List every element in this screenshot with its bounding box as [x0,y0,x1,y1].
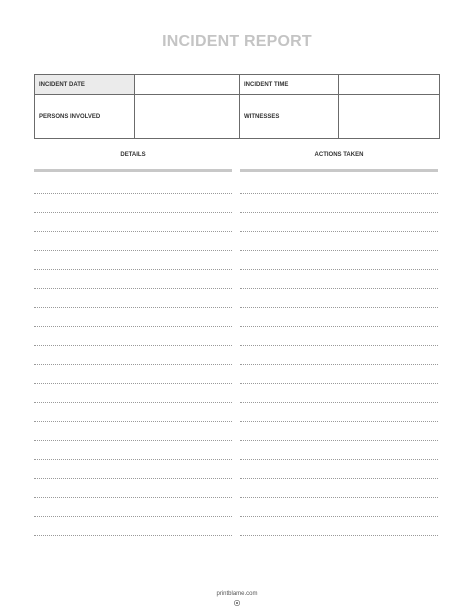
writing-line[interactable] [240,421,438,422]
writing-line[interactable] [34,440,232,441]
writing-line[interactable] [240,440,438,441]
writing-line[interactable] [240,326,438,327]
writing-line[interactable] [240,288,438,289]
details-heading-rule [34,169,232,172]
incident-time-field[interactable] [339,75,440,95]
writing-line[interactable] [34,231,232,232]
writing-line[interactable] [34,459,232,460]
actions-taken-writing-lines[interactable] [240,193,438,554]
writing-line[interactable] [34,326,232,327]
witnesses-label: WITNESSES [240,95,339,139]
writing-line[interactable] [240,516,438,517]
witnesses-field[interactable] [339,95,440,139]
actions-taken-heading-rule [240,169,438,172]
persons-involved-label: PERSONS INVOLVED [35,95,135,139]
writing-line[interactable] [240,250,438,251]
writing-line[interactable] [34,364,232,365]
incident-date-field[interactable] [135,75,240,95]
footer-site: printblame.com [216,591,258,597]
actions-taken-heading: ACTIONS TAKEN [314,152,364,158]
writing-line[interactable] [240,307,438,308]
writing-line[interactable] [34,497,232,498]
persons-involved-field[interactable] [135,95,240,139]
writing-line[interactable] [34,288,232,289]
writing-line[interactable] [240,497,438,498]
page-title: INCIDENT REPORT [162,33,312,50]
writing-line[interactable] [34,193,232,194]
writing-line[interactable] [34,269,232,270]
incident-info-table [34,74,440,139]
writing-line[interactable] [240,212,438,213]
info-row-date-time [35,75,440,95]
writing-line[interactable] [240,345,438,346]
writing-line[interactable] [240,231,438,232]
writing-line[interactable] [34,307,232,308]
writing-line[interactable] [240,478,438,479]
details-writing-lines[interactable] [34,193,232,554]
writing-line[interactable] [34,535,232,536]
incident-date-label: INCIDENT DATE [35,75,135,95]
pinterest-icon [234,600,240,606]
writing-line[interactable] [34,383,232,384]
writing-line[interactable] [34,478,232,479]
writing-line[interactable] [240,459,438,460]
writing-line[interactable] [240,364,438,365]
incident-time-label: INCIDENT TIME [240,75,339,95]
writing-line[interactable] [34,345,232,346]
details-heading: DETAILS [120,152,146,158]
info-row-persons-witnesses [35,95,440,139]
writing-line[interactable] [240,383,438,384]
writing-line[interactable] [34,421,232,422]
writing-line[interactable] [34,250,232,251]
writing-line[interactable] [34,516,232,517]
writing-line[interactable] [240,193,438,194]
writing-line[interactable] [240,269,438,270]
writing-line[interactable] [240,535,438,536]
writing-line[interactable] [34,212,232,213]
writing-line[interactable] [34,402,232,403]
writing-line[interactable] [240,402,438,403]
